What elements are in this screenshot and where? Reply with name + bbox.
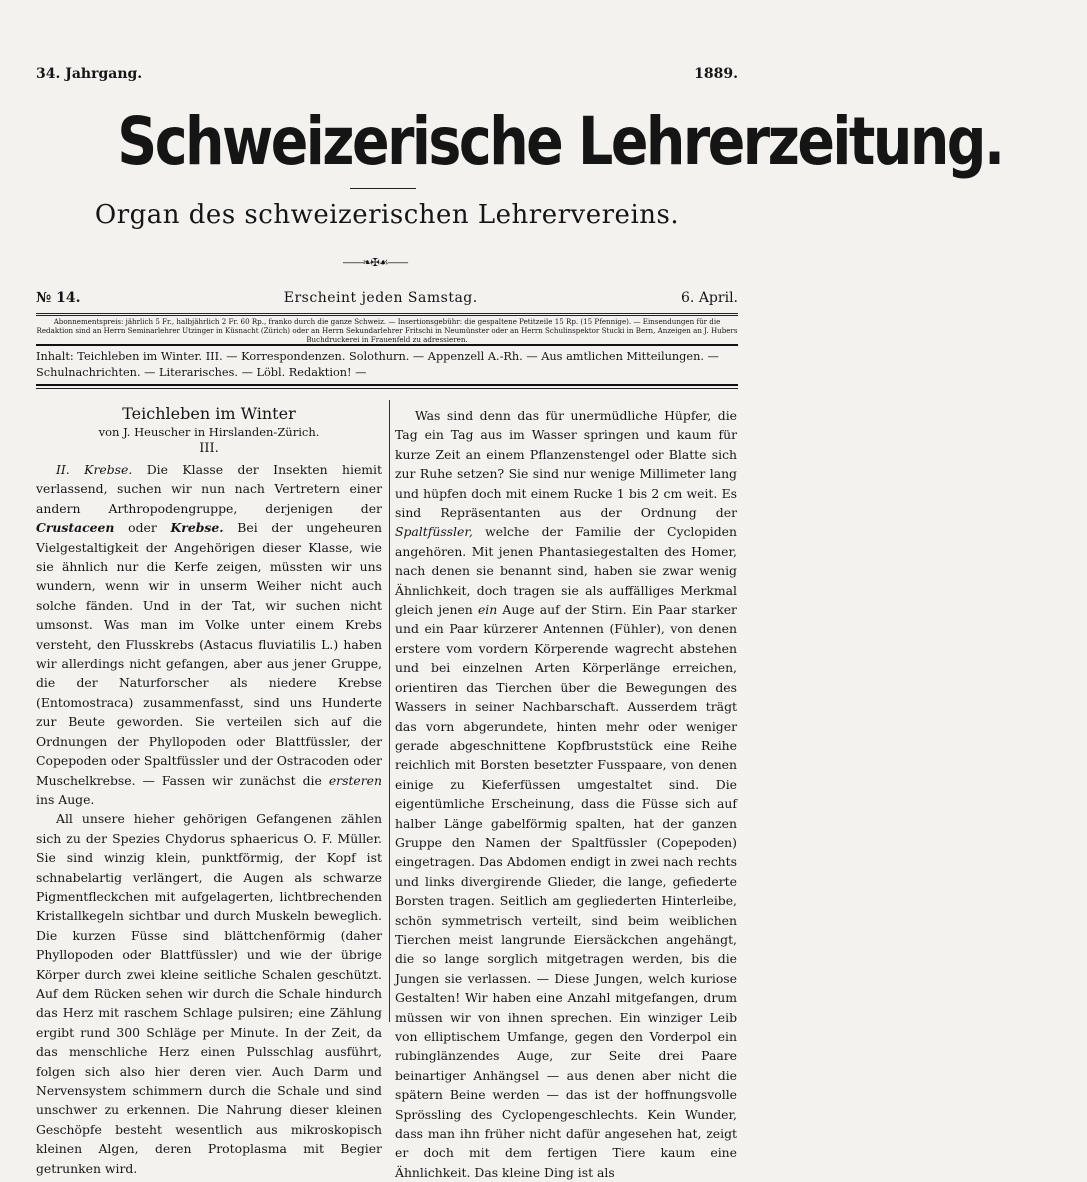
emphasis: ein [477, 602, 498, 618]
year-label: 1889. [694, 66, 738, 82]
subscription-notice: Abonnementspreis: jährlich 5 Fr., halbjährlich 2 Fr. 60 Rp., franko durch die ganze Schweiz. — Insertionsgebühr: die gespaltene Petitzeile 15 Rp. (15 Pfennige). — Einsendungen für die Redaktion sind an Herrn Seminarlehrer Utzinger in Küsnacht (Zürich) oder an Herrn Sekundarlehrer Fritschi in Neumünster oder an Herrn Schulinspektor Stucki in Bern, Anzeigen an J. Hubers Buchdruckerei in Frauenfeld zu adressieren. [36, 317, 738, 344]
article-part: III. [199, 441, 219, 456]
subtitle: Organ des schweizerischen Lehrervereins. [94, 200, 680, 230]
section-heading: II. Krebse. [56, 462, 133, 477]
rule [36, 384, 738, 386]
article-paragraph: All unsere hieher gehörigen Gefangenen zählen sich zu der Spezies Chydorus sphaericus O. F. Müller. Sie sind winzig klein, punktförmig, der Kopf ist schnabelartig verlängert, die Augen als schwarze Pigmentfleckchen mit aufgelagerten, lichtbrechenden Kristallkegeln sichtbar und durch Muskeln beweglich. Die kurzen Füsse sind blättchenförmig (daher Phyllopoden oder Blattfüssler) und wie der übrige Körper durch zwei kleine seitliche Schalen geschützt. Auf dem Rücken sehen wir durch die Schale hindurch das Herz mit raschem Schlage pulsiren; eine Zählung ergibt rund 300 Schläge per Minute. In der Zeit, da das menschliche Herz einen Pulsschlag ausführt, folgen sich also hier deren vier. Auch Darm und Nervensystem schimmern durch die Schale und sind unschwer zu erkennen. Die Nahrung dieser kleinen Geschöpfe besteht wesentlich aus mikroskopisch kleinen Algen, deren Protoplasma mit Begier getrunken wird. [36, 811, 382, 1176]
rule [36, 388, 738, 389]
volume-label: 34. Jahrgang. [36, 66, 143, 82]
column-divider [389, 400, 390, 1022]
ornament-divider: ——❧✠☙—— [342, 256, 408, 269]
contents-summary: Inhalt: Teichleben im Winter. III. — Korrespondenzen. Solothurn. — Appenzell A.-Rh. — Aus amtlichen Mitteilungen. — Schulnachrichten. — Literarisches. — Löbl. Redaktion! — [36, 350, 719, 379]
issue-date: 6. April. [681, 290, 738, 306]
issue-number: № 14. [36, 290, 81, 306]
volume-line [36, 66, 738, 82]
issue-bar [36, 290, 738, 306]
emphasis: Krebse. [170, 520, 224, 536]
masthead-title: Schweizerische Lehrerzeitung. [117, 103, 1003, 180]
rule [36, 344, 738, 346]
emphasis: Spaltfüssler, [395, 524, 473, 540]
emphasis: ersteren [328, 772, 382, 788]
title-underline [350, 188, 416, 189]
issue-schedule: Erscheint jeden Samstag. [283, 290, 478, 306]
article-title: Teichleben im Winter [122, 404, 296, 423]
rule [36, 315, 738, 316]
article-paragraph: Was sind denn das für unermüdliche Hüpfer, die Tag ein Tag aus im Wasser springen und kaum für kurze Zeit an einem Pflanzenstengel oder Blatte sich zur Ruhe setzen? Sie sind nur wenige Millimeter lang und hüpfen doch mit einem Rucke 1 bis 2 cm weit. Es sind Repräsentanten aus der Ordnung der Spaltfüssler, welche der Familie der Cyclopiden angehören. Mit jenen Phantasiegestalten des Homer, nach denen sie benannt sind, haben sie zwar wenig Ähnlichkeit, doch tragen sie als auffälliges Merkmal gleich jenen ein Auge auf der Stirn. Ein Paar starker und ein Paar kürzerer Antennen (Fühler), von denen erstere vom vordern Körperende wagrecht abstehen und bei einzelnen Arten Körperlänge erreichen, orientiren das Tierchen über die Bewegungen des Wassers in seiner Nachbarschaft. Ausserdem trägt das vorn abgerundete, hinten mehr oder weniger gerade abgeschnittene Kopfbruststück eine Reihe reichlich mit Borsten besetzter Fusspaare, von denen einige zu Kieferfüssen umgestaltet sind. Die eigentümliche Erscheinung, dass die Füsse sich auf halber Länge gabelförmig spalten, hat der ganzen Gruppe den Namen der Spaltfüssler (Copepoden) eingetragen. Das Abdomen endigt in zwei nach rechts und links divergirende Glieder, die lange, gefiederte Borsten tragen. Seitlich am gegliederten Hinterleibe, schön symmetrisch verteilt, sind beim weiblichen Tierchen meist langrunde Eiersäckchen angehängt, die so lange sorglich mitgetragen werden, bis die Jungen sie verlassen. — Diese Jungen, welch kuriose Gestalten! Wir haben eine Anzahl mitgefangen, drum müssen wir von ihnen sprechen. Ein winziger Leib von elliptischem Umfange, gegen den Vorderpol ein rubinglänzendes Auge, zur Seite drei Paare beinartiger Anhängsel — aus denen aber nicht die spätern Beine werden — das ist der hoffnungsvolle Sprössling des Cyclopengeschlechts. Kein Wunder, dass man ihn früher nicht dafür angesehen hat, zeigt er doch mit dem fertigen Tiere kaum eine Ähnlichkeit. Das kleine Ding ist als [395, 408, 737, 1180]
rule [36, 313, 738, 314]
left-column [36, 398, 382, 1178]
article-author: von J. Heuscher in Hirslanden-Zürich. [98, 425, 320, 439]
right-column [395, 406, 737, 1182]
article-paragraph: II. Krebse. Die Klasse der Insekten hiemit verlassend, suchen wir nun nach Vertretern einer andern Arthropodengruppe, derjenigen der Crustaceen oder Krebse. Bei der ungeheuren Vielgestaltigkeit der Angehörigen dieser Klasse, wie sie ähnlich nur die Kerfe zeigen, müssten wir uns wundern, wenn wir in unserm Weiher nicht auch solche fänden. Und in der Tat, wir suchen nicht umsonst. Was man im Volke unter einem Krebs versteht, den Flusskrebs (Astacus fluviatilis L.) haben wir allerdings nicht gefangen, aber aus jener Gruppe, die der Naturforscher als niedere Krebse (Entomostraca) zusammenfasst, sind uns Hunderte zur Beute geworden. Sie verteilen sich auf die Ordnungen der Phyllopoden oder Blattfüssler, der Copepoden oder Spaltfüssler und der Ostracoden oder Muschelkrebse. — Fassen wir zunächst die ersteren ins Auge. [36, 462, 382, 807]
emphasis: Crustaceen [36, 520, 115, 536]
